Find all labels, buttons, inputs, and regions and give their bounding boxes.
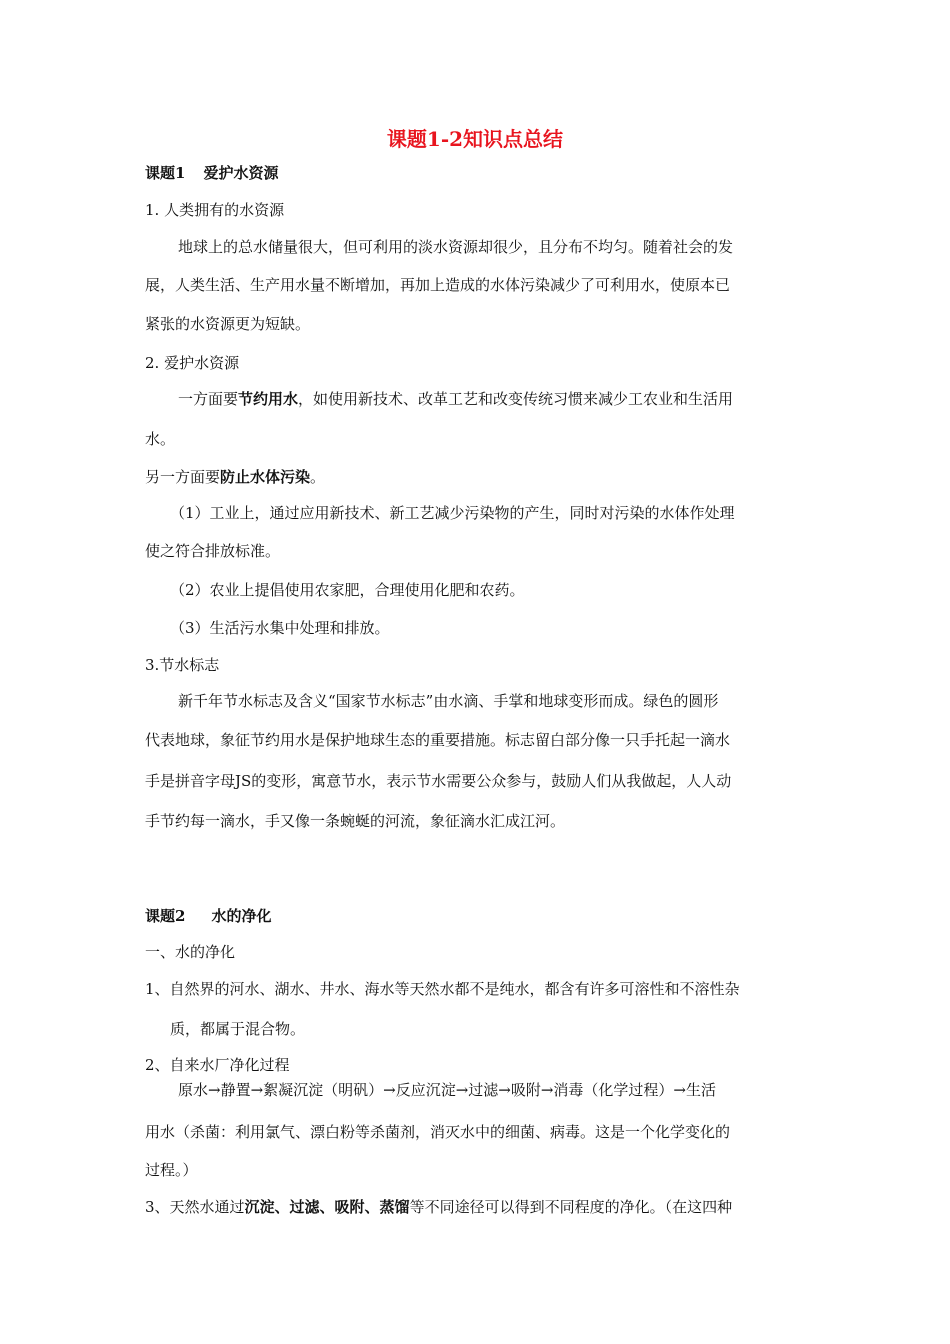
- text-run: 。: [310, 468, 326, 486]
- item-3-paragraph-line-2: 代表地球，象征节约用水是保护地球生态的重要措施。标志留白部分像一只手托起一滴水: [145, 731, 731, 749]
- item-3-paragraph-line-1: 新千年节水标志及含义“国家节水标志”由水滴、手掌和地球变形而成。绿色的圆形: [178, 692, 719, 710]
- point-2-paragraph-line-3: 过程。）: [145, 1161, 198, 1179]
- text-run: 3、天然水通过: [145, 1198, 245, 1216]
- item-2-list-1-line-1: （1）工业上，通过应用新技术、新工艺减少污染物的产生，同时对污染的水体作处理: [170, 504, 735, 522]
- section-1-heading: [145, 162, 810, 184]
- item-2-list-2: （2）农业上提倡使用农家肥，合理使用化肥和农药。: [170, 581, 525, 599]
- section-2-title: 水的净化: [211, 907, 272, 925]
- section-2-number: 课题2: [145, 907, 186, 925]
- text-run: ，如使用新技术、改革工艺和改变传统习惯来减少工农业和生活用: [298, 390, 734, 408]
- item-1-paragraph-line-3: 紧张的水资源更为短缺。: [145, 315, 311, 333]
- emphasis-methods: 沉淀、过滤、吸附、蒸馏: [244, 1198, 410, 1216]
- item-2-paragraph-line-1: [178, 388, 810, 410]
- point-3-line-1: [145, 1196, 810, 1218]
- text-run: 另一方面要: [145, 468, 221, 486]
- item-2-paragraph-line-2: 水。: [145, 430, 176, 448]
- subsection-title: 一、水的净化: [145, 943, 236, 961]
- document-title: 课题1-2知识点总结: [386, 127, 564, 151]
- text-run: 一方面要: [178, 390, 239, 408]
- item-2-list-1-line-2: 使之符合排放标准。: [145, 542, 281, 560]
- item-1-title: 1. 人类拥有的水资源: [145, 201, 285, 219]
- item-2-list-3: （3）生活污水集中处理和排放。: [170, 619, 390, 637]
- text-run: 等不同途径可以得到不同程度的净化。（在这四种: [409, 1198, 733, 1216]
- section-1-title: 爱护水资源: [203, 164, 279, 182]
- point-2-paragraph-line-1: 原水→静置→絮凝沉淀（明矾）→反应沉淀→过滤→吸附→消毒（化学过程）→生活: [178, 1081, 716, 1099]
- item-1-paragraph-line-2: 展，人类生活、生产用水量不断增加，再加上造成的水体污染减少了可利用水，使原本已: [145, 276, 731, 294]
- point-2-paragraph-line-2: 用水（杀菌：利用氯气、漂白粉等杀菌剂，消灭水中的细菌、病毒。这是一个化学变化的: [145, 1123, 731, 1141]
- point-1-line-2: 质，都属于混合物。: [170, 1020, 306, 1038]
- point-2-title: 2、自来水厂净化过程: [145, 1056, 290, 1074]
- item-2-paragraph-line-3: [145, 466, 810, 488]
- point-1-line-1: 1、自然界的河水、湖水、井水、海水等天然水都不是纯水，都含有许多可溶性和不溶性杂: [145, 980, 740, 998]
- section-2-heading: [145, 905, 810, 927]
- section-1-number: 课题1: [145, 164, 186, 182]
- emphasis-save-water: 节约用水: [238, 390, 299, 408]
- item-3-title: 3.节水标志: [145, 656, 220, 674]
- item-1-paragraph-line-1: 地球上的总水储量很大，但可利用的淡水资源却很少，且分布不均匀。随着社会的发: [178, 238, 734, 256]
- item-2-title: 2. 爱护水资源: [145, 354, 240, 372]
- item-3-paragraph-line-3: 手是拼音字母JS的变形，寓意节水，表示节水需要公众参与，鼓励人们从我做起，人人动: [145, 772, 732, 790]
- emphasis-prevent-pollution: 防止水体污染: [220, 468, 311, 486]
- item-3-paragraph-line-4: 手节约每一滴水，手又像一条蜿蜒的河流，象征滴水汇成江河。: [145, 812, 566, 830]
